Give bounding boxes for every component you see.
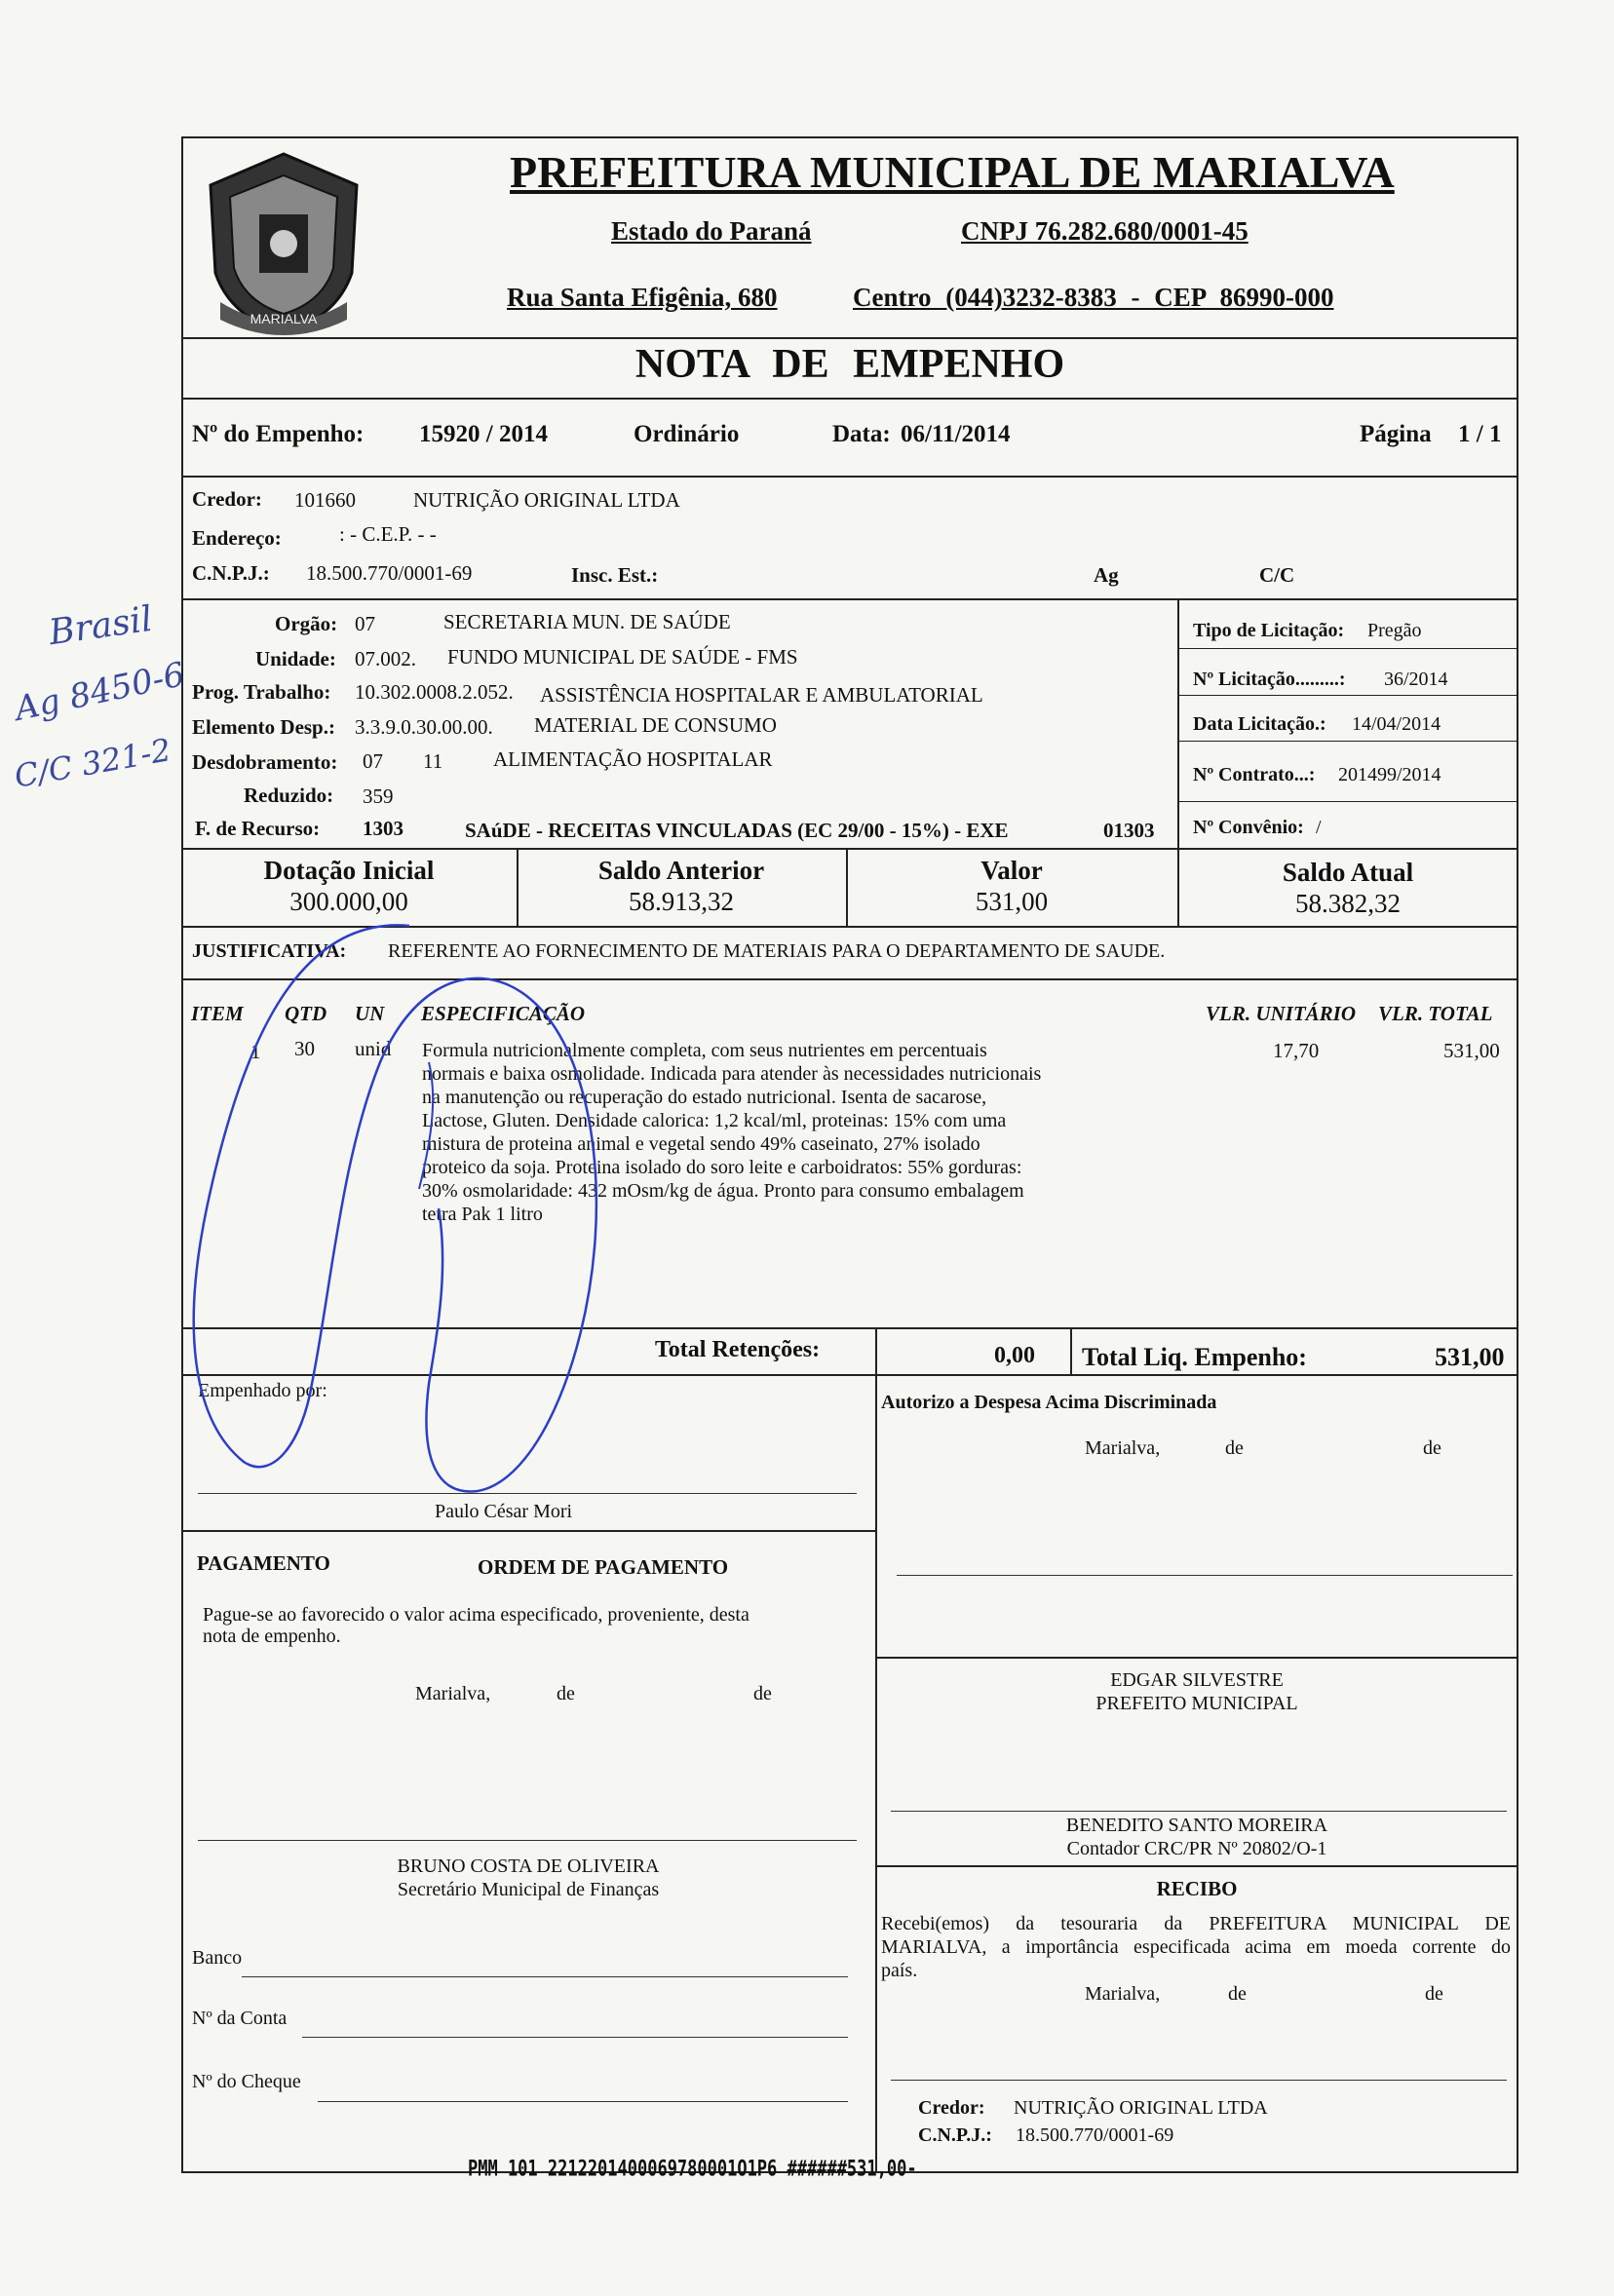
recurso-code2: 01303: [1103, 819, 1155, 842]
retencoes-label: Total Retenções:: [655, 1337, 821, 1362]
autorizo-de1: de: [1225, 1437, 1244, 1459]
handwritten-bank: Brasil: [46, 598, 155, 654]
recibo-text: [881, 1912, 1511, 1982]
credor-label: Credor:: [192, 487, 262, 511]
item-desc-line: na manutenção ou recuperação do estado nutricional. Isenta de sacarose,: [422, 1087, 987, 1108]
header-state: Estado do Paraná: [611, 216, 812, 246]
recurso-code: 1303: [363, 817, 404, 840]
banco-label: Banco: [192, 1947, 243, 1969]
desdobramento-label: Desdobramento:: [192, 750, 338, 774]
item-desc-line: 30% osmolaridade: 432 mOsm/kg de água. Pronto para consumo embalagem: [422, 1180, 1024, 1202]
prog-code: 10.302.0008.2.052.: [355, 680, 514, 704]
page-title: PREFEITURA MUNICIPAL DE MARIALVA: [510, 147, 1395, 197]
endereco-value: : - C.E.P. - -: [339, 522, 437, 546]
orgao-name: SECRETARIA MUN. DE SAÚDE: [443, 610, 731, 633]
empenho-number: 15920 / 2014: [419, 421, 548, 447]
conta-label: Nº da Conta: [192, 2008, 288, 2029]
pagamento-de2: de: [753, 1683, 772, 1704]
convenio-value: /: [1316, 817, 1322, 838]
header-address: Centro (044)3232-8383 - CEP 86990-000: [853, 283, 1334, 312]
justificativa-text: REFERENTE AO FORNECIMENTO DE MATERIAIS PARA O DEPARTAMENTO DE SAUDE.: [388, 940, 1166, 962]
recibo-de2: de: [1425, 1983, 1443, 2005]
item-desc-line: Formula nutricionalmente completa, com seus nutrientes em percentuais: [422, 1040, 987, 1061]
header-street: Rua Santa Efigênia, 680: [507, 283, 778, 312]
desdobramento-name: ALIMENTAÇÃO HOSPITALAR: [493, 747, 773, 771]
empenho-date: 06/11/2014: [901, 421, 1011, 447]
licitacao-num-label: Nº Licitação.........:: [1193, 669, 1346, 690]
empenho-number-label: Nº do Empenho:: [192, 421, 365, 447]
contador-name: BENEDITO SANTO MOREIRA: [1065, 1815, 1328, 1836]
valor-value: 531,00: [975, 887, 1049, 916]
col-vlr-unitario: VLR. UNITÁRIO: [1206, 1002, 1357, 1025]
credor-name: NUTRIÇÃO ORIGINAL LTDA: [413, 488, 680, 512]
item-un: unid: [355, 1037, 392, 1060]
endereco-label: Endereço:: [192, 526, 282, 550]
recibo-text-line: MARIALVA, a importância especificada acima em moeda corrente do: [881, 1936, 1511, 1958]
recibo-cnpj-label: C.N.P.J.:: [918, 2124, 992, 2146]
empenho-type: Ordinário: [634, 421, 740, 447]
autorizo-de2: de: [1423, 1437, 1441, 1459]
recurso-label: F. de Recurso:: [195, 817, 321, 840]
contrato-label: Nº Contrato...:: [1193, 764, 1316, 785]
licitacao-data-label: Data Licitação.:: [1193, 713, 1326, 735]
licitacao-tipo: Pregão: [1367, 620, 1422, 641]
prog-label: Prog. Trabalho:: [192, 680, 331, 704]
item-number: 1: [250, 1040, 261, 1063]
ag-label: Ag: [1094, 563, 1119, 587]
item-vlr-unitario: 17,70: [1273, 1039, 1320, 1062]
convenio-label: Nº Convênio:: [1193, 817, 1304, 838]
recibo-credor: NUTRIÇÃO ORIGINAL LTDA: [1014, 2097, 1268, 2119]
handwritten-agency: Ag 8450-6: [11, 655, 189, 729]
saldo-atual-label: Saldo Atual: [1282, 858, 1414, 887]
unidade-label: Unidade:: [255, 647, 336, 670]
prefeito-name: EDGAR SILVESTRE: [1110, 1669, 1284, 1691]
city-seal: [191, 146, 376, 341]
pagamento-signer-role: Secretário Municipal de Finanças: [397, 1879, 660, 1900]
item-vlr-total: 531,00: [1443, 1039, 1500, 1062]
dotacao-label: Dotação Inicial: [263, 856, 435, 885]
orgao-label: Orgão:: [275, 612, 338, 635]
pagamento-text2: nota de empenho.: [203, 1626, 341, 1647]
empenho-date-label: Data:: [832, 421, 891, 447]
pagamento-place: Marialva,: [415, 1683, 491, 1704]
liq-label: Total Liq. Empenho:: [1082, 1343, 1307, 1371]
retencoes-value: 0,00: [994, 1343, 1035, 1368]
recibo-de1: de: [1228, 1983, 1247, 2005]
item-desc-line: tetra Pak 1 litro: [422, 1204, 543, 1225]
recurso-name: SAúDE - RECEITAS VINCULADAS (EC 29/00 - 15%) - EXE: [465, 819, 1009, 842]
print-stamp-code: PMM 101 2212201400069780001O1P6 ######531,00-: [468, 2157, 917, 2182]
col-un: UN: [355, 1002, 385, 1025]
insc-label: Insc. Est.:: [571, 563, 659, 587]
cheque-label: Nº do Cheque: [192, 2071, 301, 2092]
item-qtd: 30: [294, 1037, 315, 1060]
autorizo-place: Marialva,: [1085, 1437, 1161, 1459]
signature-scribble: [185, 916, 634, 1540]
desdobramento-code2: 11: [423, 749, 443, 773]
empenhado-label: Empenhado por:: [198, 1380, 327, 1401]
dotacao-value: 300.000,00: [289, 887, 408, 916]
valor-label: Valor: [980, 856, 1043, 885]
credor-cnpj: 18.500.770/0001-69: [306, 561, 473, 585]
pagamento-de1: de: [557, 1683, 575, 1704]
recibo-text-line: país.: [881, 1960, 918, 1981]
col-qtd: QTD: [285, 1002, 327, 1025]
col-especificacao: ESPECIFICAÇÃO: [421, 1002, 586, 1025]
recibo-credor-label: Credor:: [918, 2097, 985, 2119]
document-title: NOTA DE EMPENHO: [634, 342, 1065, 387]
item-desc-line: Lactose, Gluten. Densidade calorica: 1,2 kcal/ml, proteinas: 15% com uma: [422, 1110, 1007, 1131]
prefeito-role: PREFEITO MUNICIPAL: [1095, 1693, 1298, 1714]
liq-value: 531,00: [1435, 1343, 1505, 1371]
contador-role: Contador CRC/PR Nº 20802/O-1: [1066, 1838, 1327, 1859]
page-number: 1 / 1: [1458, 421, 1502, 447]
recibo-text-line: Recebi(emos) da tesouraria da PREFEITURA MUNICIPAL DE: [881, 1913, 1511, 1934]
item-desc-line: proteico da soja. Proteina isolado do soro leite e carboidratos: 55% gorduras:: [422, 1157, 1022, 1178]
elemento-code: 3.3.9.0.30.00.00.: [355, 715, 493, 739]
reduzido-value: 359: [363, 784, 394, 808]
empenhado-signer: Paulo César Mori: [435, 1501, 573, 1522]
contrato-value: 201499/2014: [1338, 764, 1441, 785]
handwritten-note: [11, 596, 189, 821]
elemento-name: MATERIAL DE CONSUMO: [534, 713, 777, 737]
pagamento-label: PAGAMENTO: [197, 1551, 330, 1575]
elemento-label: Elemento Desp.:: [192, 715, 335, 739]
recibo-place: Marialva,: [1085, 1983, 1161, 2005]
saldo-anterior-value: 58.913,32: [629, 887, 734, 916]
col-vlr-total: VLR. TOTAL: [1378, 1002, 1493, 1025]
page-label: Página: [1360, 421, 1432, 447]
col-item: ITEM: [191, 1002, 244, 1025]
cc-label: C/C: [1259, 563, 1295, 587]
item-desc-line: mistura de proteina animal e vegetal sendo 49% caseinato, 27% isolado: [422, 1133, 980, 1155]
pagamento-signer: BRUNO COSTA DE OLIVEIRA: [397, 1856, 660, 1877]
item-desc-line: normais e baixa osmolidade. Indicada para atender às necessidades nutricionais: [422, 1063, 1042, 1085]
ordem-pagamento-label: ORDEM DE PAGAMENTO: [478, 1555, 729, 1579]
reduzido-label: Reduzido:: [244, 784, 334, 807]
autorizo-label: Autorizo a Despesa Acima Discriminada: [881, 1392, 1217, 1413]
justificativa-label: JUSTIFICATIVA:: [192, 940, 347, 962]
unidade-name: FUNDO MUNICIPAL DE SAÚDE - FMS: [447, 645, 798, 669]
prog-name: ASSISTÊNCIA HOSPITALAR E AMBULATORIAL: [540, 683, 983, 707]
orgao-code: 07: [355, 612, 375, 635]
saldo-atual-value: 58.382,32: [1295, 889, 1401, 918]
header-cnpj: CNPJ 76.282.680/0001-45: [961, 216, 1249, 246]
desdobramento-code1: 07: [363, 749, 383, 773]
licitacao-num: 36/2014: [1384, 669, 1448, 690]
licitacao-tipo-label: Tipo de Licitação:: [1193, 620, 1345, 641]
recibo-cnpj: 18.500.770/0001-69: [1016, 2124, 1174, 2146]
recibo-label: RECIBO: [1156, 1877, 1238, 1900]
licitacao-data: 14/04/2014: [1352, 713, 1441, 735]
seal-text: MARIALVA: [250, 311, 318, 326]
saldo-anterior-label: Saldo Anterior: [597, 856, 765, 885]
pagamento-text1: Pague-se ao favorecido o valor acima especificado, proveniente, desta: [203, 1604, 749, 1626]
handwritten-account: C/C 321-2: [11, 731, 174, 795]
unidade-code: 07.002.: [355, 647, 416, 670]
credor-code: 101660: [294, 488, 356, 512]
credor-cnpj-label: C.N.P.J.:: [192, 561, 270, 585]
